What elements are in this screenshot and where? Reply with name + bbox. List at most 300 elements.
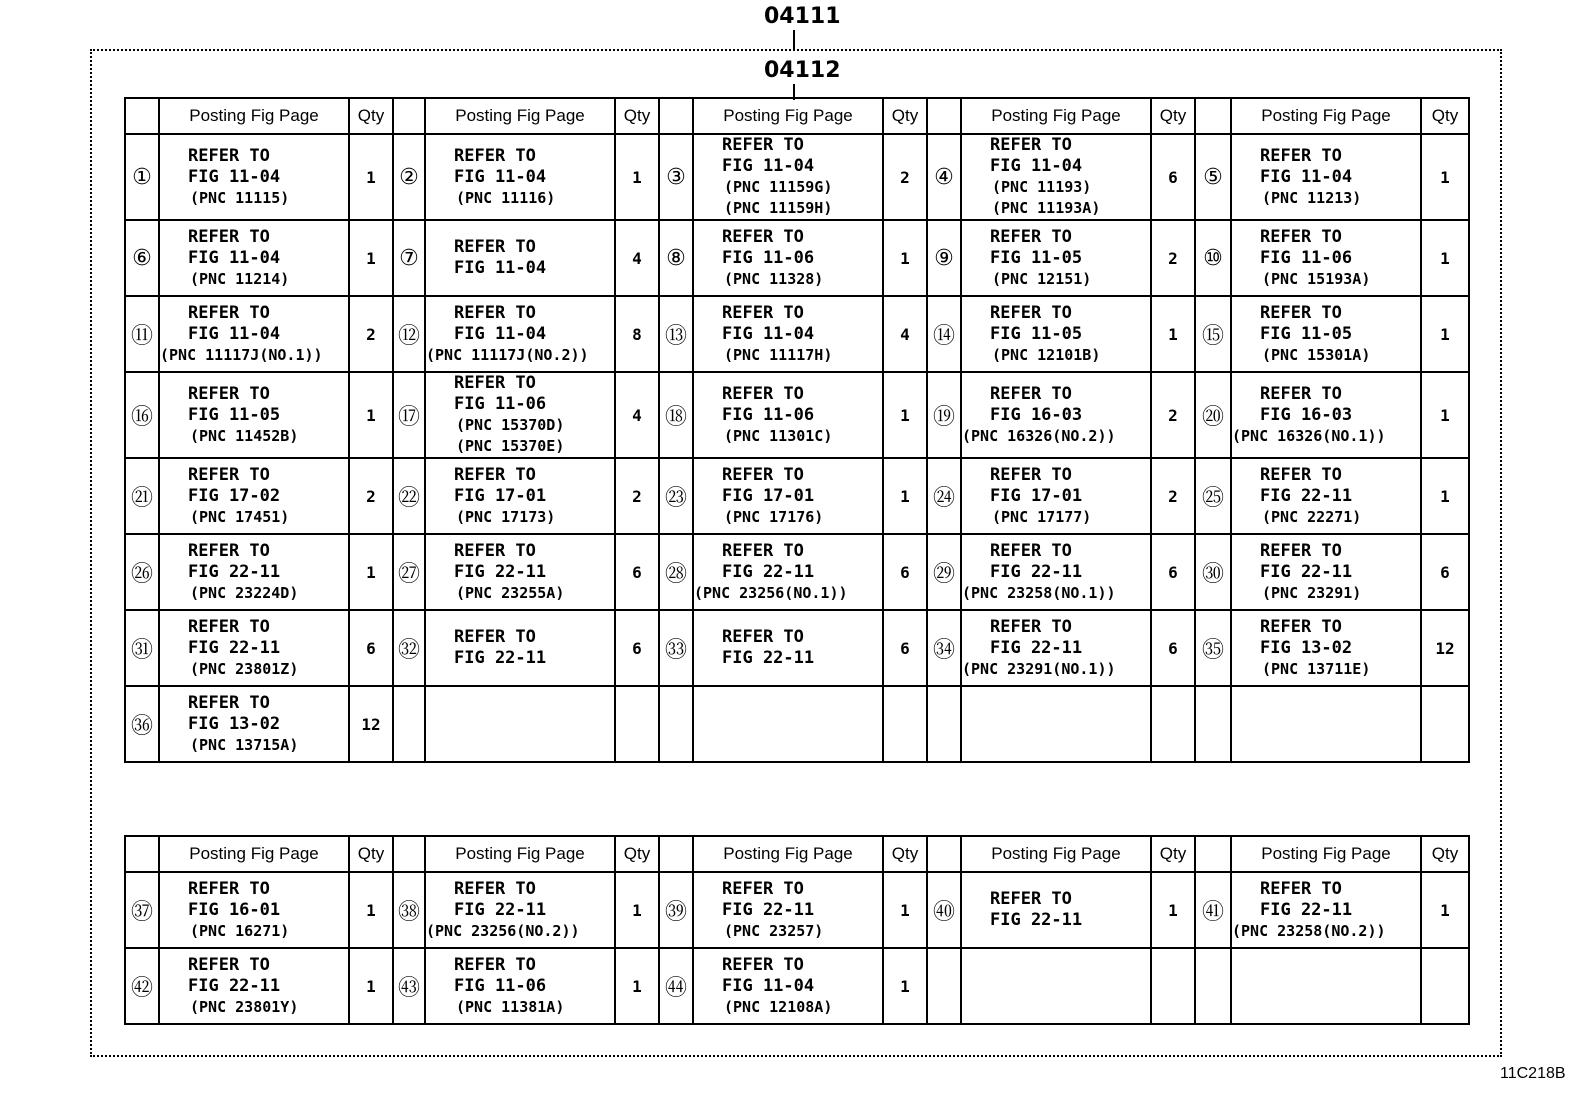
posting-reference	[425, 534, 615, 610]
item-number: ㊹	[659, 948, 693, 1024]
pnc-code: (PNC 17173)	[456, 507, 556, 526]
posting-reference	[961, 686, 1151, 762]
assembly-label-inner: 04112	[764, 58, 841, 83]
posting-reference	[693, 220, 883, 296]
pnc-code: (PNC 15370E)	[456, 437, 565, 455]
refer-to-text: REFER TO	[990, 616, 1072, 637]
pnc-code: (PNC 11117J(NO.1))	[160, 345, 323, 364]
fig-page-link[interactable]: FIG 17-02	[188, 485, 281, 506]
item-qty: 1	[615, 872, 659, 948]
header-posting-fig-page: Posting Fig Page	[693, 836, 883, 872]
item-number: ㉗	[393, 534, 425, 610]
posting-reference	[693, 134, 883, 220]
header-qty: Qty	[1151, 98, 1195, 134]
refer-to-text: REFER TO	[990, 226, 1072, 247]
header-number-cell	[1195, 98, 1231, 134]
item-qty: 1	[1421, 872, 1469, 948]
item-qty: 6	[349, 610, 393, 686]
fig-page-link[interactable]: FIG 22-11	[454, 648, 547, 668]
fig-page-link[interactable]: FIG 11-04	[188, 166, 281, 187]
fig-page-link[interactable]: FIG 22-11	[990, 637, 1083, 658]
fig-page-link[interactable]: FIG 22-11	[454, 561, 547, 582]
pnc-code: (PNC 11159G)	[724, 178, 833, 196]
refer-to-text: REFER TO	[188, 878, 270, 899]
item-number: ③	[659, 134, 693, 220]
posting-reference	[693, 296, 883, 372]
posting-reference	[159, 220, 349, 296]
table-row	[125, 610, 1469, 686]
refer-to-text: REFER TO	[990, 383, 1072, 404]
item-number: ⑪	[125, 296, 159, 372]
posting-reference	[693, 458, 883, 534]
posting-reference	[1231, 534, 1421, 610]
item-qty: 1	[1421, 372, 1469, 458]
item-number: ④	[927, 134, 961, 220]
posting-reference	[961, 610, 1151, 686]
refer-to-text: REFER TO	[1260, 226, 1342, 247]
pnc-code: (PNC 23801Y)	[190, 997, 299, 1016]
refer-to-text: REFER TO	[188, 692, 270, 713]
table-row	[125, 220, 1469, 296]
item-qty: 6	[883, 610, 927, 686]
posting-reference	[961, 134, 1151, 220]
item-qty: 1	[1421, 220, 1469, 296]
posting-reference	[693, 534, 883, 610]
posting-reference	[1231, 372, 1421, 458]
pnc-code: (PNC 12101B)	[992, 345, 1101, 364]
item-qty: 6	[1151, 610, 1195, 686]
fig-page-link[interactable]: FIG 11-04	[454, 258, 547, 278]
fig-page-link[interactable]: FIG 22-11	[990, 910, 1083, 930]
posting-reference	[961, 948, 1151, 1024]
fig-page-link[interactable]: FIG 11-04	[722, 975, 815, 996]
posting-reference	[425, 372, 615, 458]
refer-to-text: REFER TO	[454, 878, 536, 899]
item-number: ⑲	[927, 372, 961, 458]
posting-reference	[961, 296, 1151, 372]
fig-page-link[interactable]: FIG 22-11	[1260, 485, 1353, 506]
refer-to-text: REFER TO	[188, 226, 270, 247]
item-qty: 6	[615, 534, 659, 610]
item-qty: 2	[1151, 458, 1195, 534]
item-number	[927, 948, 961, 1024]
fig-page-link[interactable]: FIG 22-11	[990, 561, 1083, 582]
item-qty: 1	[1421, 458, 1469, 534]
refer-to-text: REFER TO	[990, 135, 1072, 155]
fig-page-link[interactable]: FIG 11-05	[1260, 323, 1353, 344]
fig-page-link[interactable]: FIG 11-05	[990, 323, 1083, 344]
item-number: ㉚	[1195, 534, 1231, 610]
refer-to-text: REFER TO	[188, 954, 270, 975]
posting-reference	[159, 872, 349, 948]
header-posting-fig-page: Posting Fig Page	[159, 98, 349, 134]
posting-reference	[961, 872, 1151, 948]
posting-reference	[159, 534, 349, 610]
posting-reference	[425, 134, 615, 220]
item-number: ㉘	[659, 534, 693, 610]
fig-page-link[interactable]: FIG 11-06	[1260, 247, 1353, 268]
header-posting-fig-page: Posting Fig Page	[425, 98, 615, 134]
item-number: ⑧	[659, 220, 693, 296]
refer-to-text: REFER TO	[1260, 616, 1342, 637]
fig-page-link[interactable]: FIG 11-04	[454, 166, 547, 187]
pnc-code: (PNC 11115)	[190, 188, 290, 207]
posting-reference	[1231, 458, 1421, 534]
header-qty: Qty	[883, 836, 927, 872]
refer-to-text: REFER TO	[1260, 464, 1342, 485]
header-number-cell	[659, 836, 693, 872]
item-number: ⑬	[659, 296, 693, 372]
table-header-row	[125, 836, 1469, 872]
refer-to-text: REFER TO	[188, 302, 270, 323]
item-qty: 1	[349, 372, 393, 458]
header-number-cell	[125, 836, 159, 872]
pnc-code: (PNC 11452B)	[190, 426, 299, 445]
pnc-code: (PNC 23257)	[724, 921, 824, 940]
refer-to-text: REFER TO	[188, 616, 270, 637]
fig-page-link[interactable]: FIG 11-04	[188, 323, 281, 344]
fig-page-link[interactable]: FIG 16-03	[1260, 404, 1353, 425]
posting-reference	[1231, 610, 1421, 686]
item-number: ㉙	[927, 534, 961, 610]
pnc-code: (PNC 11117J(NO.2))	[426, 345, 589, 364]
item-number: ①	[125, 134, 159, 220]
header-number-cell	[393, 98, 425, 134]
refer-to-text: REFER TO	[188, 145, 270, 166]
posting-reference	[961, 534, 1151, 610]
table-row	[125, 458, 1469, 534]
reference-table-2	[124, 835, 1470, 1025]
item-number: ㉛	[125, 610, 159, 686]
item-number: ㊴	[659, 872, 693, 948]
item-number	[659, 686, 693, 762]
refer-to-text: REFER TO	[188, 383, 270, 404]
pnc-code: (PNC 23801Z)	[190, 659, 299, 678]
refer-to-text: REFER TO	[454, 540, 536, 561]
fig-page-link[interactable]: FIG 17-01	[722, 485, 815, 506]
item-qty: 1	[1421, 134, 1469, 220]
item-qty: 6	[1421, 534, 1469, 610]
posting-reference	[1231, 686, 1421, 762]
refer-to-text: REFER TO	[454, 464, 536, 485]
table-row	[125, 296, 1469, 372]
item-qty: 2	[883, 134, 927, 220]
item-qty: 2	[1151, 372, 1195, 458]
pnc-code: (PNC 11159H)	[724, 199, 833, 217]
posting-reference	[425, 220, 615, 296]
header-number-cell	[393, 836, 425, 872]
item-number: ⑳	[1195, 372, 1231, 458]
fig-page-link[interactable]: FIG 22-11	[188, 975, 281, 996]
fig-page-link[interactable]: FIG 11-05	[990, 247, 1083, 268]
posting-reference	[961, 372, 1151, 458]
posting-reference	[693, 610, 883, 686]
item-qty: 1	[883, 948, 927, 1024]
item-qty	[1151, 686, 1195, 762]
item-number: ㊸	[393, 948, 425, 1024]
fig-page-link[interactable]: FIG 11-06	[722, 404, 815, 425]
refer-to-text: REFER TO	[990, 302, 1072, 323]
assembly-label-outer: 04111	[764, 4, 841, 29]
posting-reference	[693, 686, 883, 762]
posting-reference	[425, 686, 615, 762]
refer-to-text: REFER TO	[722, 464, 804, 485]
item-qty	[883, 686, 927, 762]
item-number	[1195, 686, 1231, 762]
item-number: ⑰	[393, 372, 425, 458]
item-number: ㉕	[1195, 458, 1231, 534]
item-number: ㊶	[1195, 872, 1231, 948]
header-number-cell	[927, 98, 961, 134]
item-number: ㉓	[659, 458, 693, 534]
item-number: ⑮	[1195, 296, 1231, 372]
item-qty: 6	[1151, 134, 1195, 220]
pnc-code: (PNC 23256(NO.1))	[694, 583, 848, 602]
pnc-code: (PNC 23258(NO.1))	[962, 583, 1116, 602]
header-qty: Qty	[1421, 836, 1469, 872]
pnc-code: (PNC 16326(NO.1))	[1232, 426, 1386, 445]
item-number: ㊱	[125, 686, 159, 762]
item-qty: 1	[1151, 872, 1195, 948]
item-number: ㉖	[125, 534, 159, 610]
pnc-code: (PNC 13711E)	[1262, 659, 1371, 678]
item-number: ㉞	[927, 610, 961, 686]
header-qty: Qty	[615, 836, 659, 872]
refer-to-text: REFER TO	[990, 540, 1072, 561]
table-row	[125, 872, 1469, 948]
item-number: ㉒	[393, 458, 425, 534]
refer-to-text: REFER TO	[454, 954, 536, 975]
header-number-cell	[125, 98, 159, 134]
table-row	[125, 686, 1469, 762]
item-number: ②	[393, 134, 425, 220]
fig-page-link[interactable]: FIG 11-05	[188, 404, 281, 425]
posting-reference	[159, 610, 349, 686]
item-number: ㊲	[125, 872, 159, 948]
fig-page-link[interactable]: FIG 11-04	[1260, 166, 1353, 187]
item-number: ⑨	[927, 220, 961, 296]
refer-to-text: REFER TO	[990, 889, 1072, 909]
item-qty: 8	[615, 296, 659, 372]
posting-reference	[1231, 948, 1421, 1024]
item-qty: 1	[615, 948, 659, 1024]
fig-page-link[interactable]: FIG 22-11	[188, 561, 281, 582]
pnc-code: (PNC 16271)	[190, 921, 290, 940]
refer-to-text: REFER TO	[454, 237, 536, 257]
item-qty	[1421, 686, 1469, 762]
item-qty: 1	[1151, 296, 1195, 372]
fig-page-link[interactable]: FIG 22-11	[1260, 899, 1353, 920]
item-number	[393, 686, 425, 762]
pnc-code: (PNC 12151)	[992, 269, 1092, 288]
table-row	[125, 948, 1469, 1024]
posting-reference	[159, 134, 349, 220]
item-qty: 2	[349, 296, 393, 372]
pnc-code: (PNC 11213)	[1262, 188, 1362, 207]
refer-to-text: REFER TO	[1260, 878, 1342, 899]
item-qty: 1	[349, 220, 393, 296]
refer-to-text: REFER TO	[454, 302, 536, 323]
posting-reference	[425, 610, 615, 686]
item-number: ⑤	[1195, 134, 1231, 220]
item-number: ⑭	[927, 296, 961, 372]
item-qty: 4	[615, 220, 659, 296]
fig-page-link[interactable]: FIG 22-11	[454, 899, 547, 920]
pnc-code: (PNC 23224D)	[190, 583, 299, 602]
refer-to-text: REFER TO	[722, 954, 804, 975]
pnc-code: (PNC 11116)	[456, 188, 556, 207]
pnc-code: (PNC 23256(NO.2))	[426, 921, 580, 940]
refer-to-text: REFER TO	[722, 226, 804, 247]
item-number: ⑱	[659, 372, 693, 458]
item-qty: 2	[1151, 220, 1195, 296]
item-qty: 6	[615, 610, 659, 686]
fig-page-link[interactable]: FIG 11-04	[454, 323, 547, 344]
pnc-code: (PNC 23291)	[1262, 583, 1362, 602]
fig-page-link[interactable]: FIG 22-11	[722, 561, 815, 582]
pnc-code: (PNC 11381A)	[456, 997, 565, 1016]
pnc-code: (PNC 16326(NO.2))	[962, 426, 1116, 445]
item-qty: 12	[349, 686, 393, 762]
header-number-cell	[927, 836, 961, 872]
pnc-code: (PNC 23291(NO.1))	[962, 659, 1116, 678]
header-qty: Qty	[615, 98, 659, 134]
fig-page-link[interactable]: FIG 11-04	[188, 247, 281, 268]
posting-reference	[693, 372, 883, 458]
header-posting-fig-page: Posting Fig Page	[1231, 836, 1421, 872]
fig-page-link[interactable]: FIG 22-11	[722, 648, 815, 668]
refer-to-text: REFER TO	[454, 627, 536, 647]
posting-reference	[693, 948, 883, 1024]
pnc-code: (PNC 12108A)	[724, 997, 833, 1016]
refer-to-text: REFER TO	[722, 135, 804, 155]
item-number: ㉔	[927, 458, 961, 534]
header-posting-fig-page: Posting Fig Page	[693, 98, 883, 134]
item-number: ㊷	[125, 948, 159, 1024]
refer-to-text: REFER TO	[188, 464, 270, 485]
item-qty: 1	[883, 872, 927, 948]
posting-reference	[159, 948, 349, 1024]
posting-reference	[693, 872, 883, 948]
refer-to-text: REFER TO	[722, 383, 804, 404]
item-number	[1195, 948, 1231, 1024]
posting-reference	[159, 372, 349, 458]
posting-reference	[425, 458, 615, 534]
fig-page-link[interactable]: FIG 11-06	[454, 394, 547, 414]
refer-to-text: REFER TO	[990, 464, 1072, 485]
header-posting-fig-page: Posting Fig Page	[961, 836, 1151, 872]
item-qty: 4	[883, 296, 927, 372]
fig-page-link[interactable]: FIG 22-11	[722, 899, 815, 920]
fig-page-link[interactable]: FIG 22-11	[188, 637, 281, 658]
pnc-code: (PNC 11193A)	[992, 199, 1101, 217]
item-qty: 1	[883, 372, 927, 458]
item-qty: 6	[883, 534, 927, 610]
pnc-code: (PNC 15301A)	[1262, 345, 1371, 364]
fig-page-link[interactable]: FIG 11-04	[990, 156, 1083, 176]
header-qty: Qty	[349, 836, 393, 872]
fig-page-link[interactable]: FIG 11-06	[722, 247, 815, 268]
refer-to-text: REFER TO	[454, 145, 536, 166]
item-qty	[1421, 948, 1469, 1024]
posting-reference	[1231, 134, 1421, 220]
refer-to-text: REFER TO	[722, 540, 804, 561]
refer-to-text: REFER TO	[1260, 540, 1342, 561]
item-number	[927, 686, 961, 762]
fig-page-link[interactable]: FIG 13-02	[188, 713, 281, 734]
refer-to-text: REFER TO	[1260, 145, 1342, 166]
item-qty: 6	[1151, 534, 1195, 610]
item-number: ㉜	[393, 610, 425, 686]
pnc-code: (PNC 11117H)	[724, 345, 833, 364]
pnc-code: (PNC 15193A)	[1262, 269, 1371, 288]
header-number-cell	[1195, 836, 1231, 872]
header-number-cell	[659, 98, 693, 134]
pnc-code: (PNC 15370D)	[456, 416, 565, 434]
item-number: ㊵	[927, 872, 961, 948]
item-qty: 12	[1421, 610, 1469, 686]
refer-to-text: REFER TO	[1260, 302, 1342, 323]
pnc-code: (PNC 11301C)	[724, 426, 833, 445]
refer-to-text: REFER TO	[722, 302, 804, 323]
item-number: ⑦	[393, 220, 425, 296]
item-qty: 1	[1421, 296, 1469, 372]
posting-reference	[1231, 872, 1421, 948]
item-qty: 4	[615, 372, 659, 458]
table-header-row	[125, 98, 1469, 134]
pnc-code: (PNC 17177)	[992, 507, 1092, 526]
item-qty: 1	[349, 948, 393, 1024]
refer-to-text: REFER TO	[722, 878, 804, 899]
header-qty: Qty	[883, 98, 927, 134]
pnc-code: (PNC 23255A)	[456, 583, 565, 602]
posting-reference	[961, 220, 1151, 296]
fig-page-link[interactable]: FIG 16-01	[188, 899, 281, 920]
item-number: ⑫	[393, 296, 425, 372]
item-number: ㊳	[393, 872, 425, 948]
pnc-code: (PNC 11214)	[190, 269, 290, 288]
fig-page-link[interactable]: FIG 22-11	[1260, 561, 1353, 582]
leader-line-outer	[793, 30, 795, 50]
table-row	[125, 372, 1469, 458]
pnc-code: (PNC 13715A)	[190, 735, 299, 754]
pnc-code: (PNC 11193)	[992, 178, 1092, 196]
fig-page-link[interactable]: FIG 16-03	[990, 404, 1083, 425]
fig-page-link[interactable]: FIG 11-04	[722, 323, 815, 344]
table-row	[125, 134, 1469, 220]
fig-page-link[interactable]: FIG 13-02	[1260, 637, 1353, 658]
refer-to-text: REFER TO	[454, 373, 536, 393]
posting-reference	[425, 296, 615, 372]
pnc-code: (PNC 17451)	[190, 507, 290, 526]
header-qty: Qty	[1421, 98, 1469, 134]
fig-page-link[interactable]: FIG 17-01	[990, 485, 1083, 506]
posting-reference	[425, 872, 615, 948]
item-qty: 2	[349, 458, 393, 534]
item-number: ㉑	[125, 458, 159, 534]
fig-page-link[interactable]: FIG 17-01	[454, 485, 547, 506]
pnc-code: (PNC 23258(NO.2))	[1232, 921, 1386, 940]
item-number: ⑥	[125, 220, 159, 296]
fig-page-link[interactable]: FIG 11-06	[454, 975, 547, 996]
pnc-code: (PNC 17176)	[724, 507, 824, 526]
posting-reference	[159, 686, 349, 762]
item-qty	[1151, 948, 1195, 1024]
item-number: ㉟	[1195, 610, 1231, 686]
header-posting-fig-page: Posting Fig Page	[961, 98, 1151, 134]
item-qty: 1	[883, 220, 927, 296]
fig-page-link[interactable]: FIG 11-04	[722, 156, 815, 176]
